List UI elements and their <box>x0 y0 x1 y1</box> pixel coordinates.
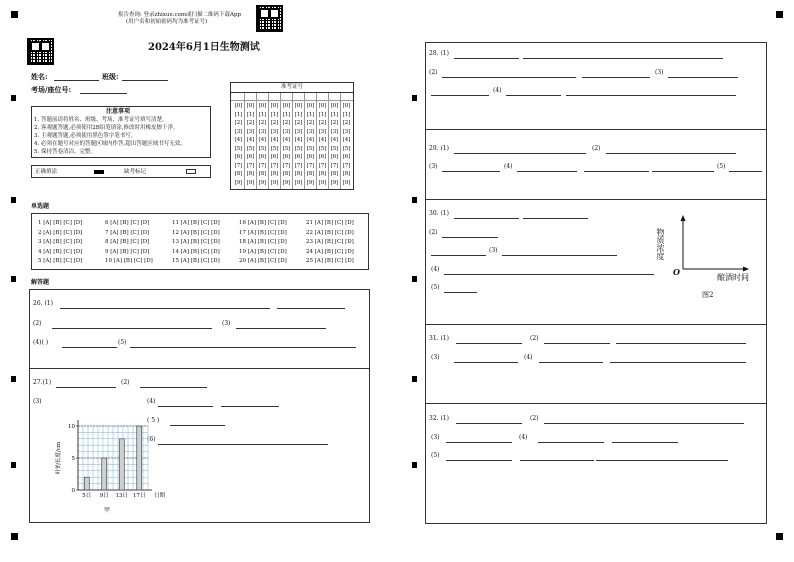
registration-mark <box>11 276 16 282</box>
chart-bar <box>84 477 89 490</box>
registration-mark <box>412 197 417 203</box>
exam-id-bubble[interactable]: [6] <box>282 154 291 160</box>
exam-id-bubble[interactable]: [7] <box>246 162 255 169</box>
q32-part5-answer[interactable] <box>446 460 512 461</box>
exam-id-bubble[interactable]: [9] <box>342 179 351 186</box>
q29-part1-label: 29. (1) <box>429 145 449 152</box>
essay-section-label: 解答题 <box>31 279 50 286</box>
q27-part5-label: ( 5 ) <box>147 417 160 424</box>
exam-id-digit-column <box>269 102 280 187</box>
q32-part5-answer-extra[interactable] <box>520 460 594 461</box>
exam-id-bubble[interactable]: [0] <box>246 103 255 109</box>
q26-part1-answer-extra[interactable] <box>277 308 345 309</box>
exam-id-bubble[interactable]: [3] <box>258 128 267 135</box>
registration-mark <box>412 376 417 382</box>
exam-id-bubble[interactable]: [4] <box>318 137 327 143</box>
mc-question-row[interactable]: 8 [A] [B] [C] [D] <box>105 239 150 245</box>
exam-id-bubble[interactable]: [0] <box>282 103 291 109</box>
exam-id-bubble[interactable]: [7] <box>318 162 327 169</box>
exam-id-bubble[interactable]: [8] <box>330 171 339 177</box>
exam-id-bubble[interactable]: [9] <box>258 179 267 186</box>
exam-id-bubble[interactable]: [1] <box>246 111 255 118</box>
exam-id-bubble[interactable]: [8] <box>342 171 351 177</box>
q30-figure-caption: 图2 <box>702 291 714 299</box>
exam-id-bubble[interactable]: [6] <box>306 154 315 160</box>
exam-id-bubble[interactable]: [7] <box>282 162 291 169</box>
exam-id-column-divider <box>292 93 293 189</box>
exam-id-bubble[interactable]: [9] <box>294 179 303 186</box>
exam-id-bubble[interactable]: [3] <box>294 128 303 135</box>
q27-bar-chart <box>48 408 166 518</box>
exam-id-bubble[interactable]: [0] <box>234 103 243 109</box>
exam-id-bubble[interactable]: [1] <box>294 111 303 118</box>
q29-part5-label: (5) <box>717 163 726 170</box>
exam-id-column-divider <box>304 93 305 189</box>
registration-mark <box>11 533 18 540</box>
q28-part3-label: (3) <box>655 69 664 76</box>
q30-part2-answer[interactable] <box>442 237 498 238</box>
q26-part3-answer[interactable] <box>236 328 326 329</box>
q31-part4-label: (4) <box>524 354 533 361</box>
exam-id-bubble[interactable]: [4] <box>306 137 315 143</box>
chart-x-tick-label: 9日 <box>99 493 109 499</box>
mc-question-row[interactable]: 15 [A] [B] [C] [D] <box>172 258 220 264</box>
q32-part2-label: (2) <box>530 415 539 422</box>
q31-divider <box>426 403 766 404</box>
exam-id-bubble[interactable]: [4] <box>234 137 243 143</box>
name-label: 姓名: <box>31 72 48 81</box>
q26-part1-answer[interactable] <box>60 308 270 309</box>
exam-id-bubble[interactable]: [4] <box>270 137 279 143</box>
q27-part2-answer[interactable] <box>140 387 207 388</box>
exam-id-column-divider <box>340 93 341 189</box>
exam-id-bubble[interactable]: [2] <box>282 120 291 126</box>
exam-id-bubble[interactable]: [6] <box>330 154 339 160</box>
q26-part5-answer[interactable] <box>130 347 356 348</box>
registration-mark <box>11 462 16 468</box>
q30-axes-graph <box>673 215 753 275</box>
q27-part6-answer[interactable] <box>158 444 328 445</box>
mc-question-row[interactable]: 13 [A] [B] [C] [D] <box>172 239 220 245</box>
exam-id-digit-column <box>293 102 304 187</box>
mc-section-label: 单选题 <box>31 203 50 210</box>
exam-id-bubble[interactable]: [1] <box>342 111 351 118</box>
q30-part2-answer-cont[interactable] <box>431 255 486 256</box>
exam-id-digit-column <box>305 102 316 187</box>
exam-id-bubble[interactable]: [2] <box>258 120 267 126</box>
exam-id-bubble[interactable]: [0] <box>270 103 279 109</box>
registration-mark <box>11 376 16 382</box>
exam-id-bubble[interactable]: [3] <box>318 128 327 135</box>
exam-id-digit-column <box>257 102 268 187</box>
exam-id-bubble[interactable]: [7] <box>270 162 279 169</box>
registration-mark <box>412 462 417 468</box>
exam-id-bubble[interactable]: [4] <box>246 137 255 143</box>
exam-id-bubble[interactable]: [2] <box>306 120 315 126</box>
exam-id-bubble[interactable]: [0] <box>258 103 267 109</box>
mc-question-row[interactable]: 16 [A] [B] [C] [D] <box>239 220 287 226</box>
mc-question-row[interactable]: 17 [A] [B] [C] [D] <box>239 229 287 236</box>
chart-bar <box>119 439 124 490</box>
exam-id-digit-column <box>245 102 256 187</box>
exam-id-digit-column <box>317 102 328 187</box>
exam-id-bubble[interactable]: [4] <box>258 137 267 143</box>
q31-part4-answer[interactable] <box>539 362 603 363</box>
exam-id-bubble[interactable]: [9] <box>246 179 255 186</box>
q29-part3-label: (3) <box>429 163 438 170</box>
exam-id-bubble[interactable]: [3] <box>306 128 315 135</box>
q26-part4-label: (4)( ) <box>33 339 49 346</box>
exam-id-bubble[interactable]: [1] <box>234 111 243 118</box>
q32-part5-label: (5) <box>431 452 440 459</box>
registration-mark <box>412 276 417 282</box>
q31-part1-answer[interactable] <box>456 343 522 344</box>
registration-mark <box>776 533 783 540</box>
q26-part3-label: (3) <box>222 320 231 327</box>
missing-exam-label: 缺考标记 <box>124 169 147 175</box>
q30-part4-label: (4) <box>431 266 440 273</box>
q29-part2-label: (2) <box>592 145 601 152</box>
chart-x-tick-label: 13日 <box>115 493 128 499</box>
exam-id-bubble[interactable]: [7] <box>306 162 315 169</box>
exam-id-column-divider <box>268 93 269 189</box>
exam-id-bubble[interactable]: [1] <box>330 111 339 118</box>
exam-id-bubble[interactable]: [8] <box>234 171 243 177</box>
exam-id-bubble[interactable]: [5] <box>294 145 303 152</box>
exam-id-digit-column <box>233 102 244 187</box>
mc-question-row[interactable]: 23 [A] [B] [C] [D] <box>306 239 354 245</box>
q30-part4-answer[interactable] <box>444 274 654 275</box>
exam-id-bubble[interactable]: [2] <box>318 120 327 126</box>
mc-question-row[interactable]: 11 [A] [B] [C] [D] <box>172 220 220 226</box>
exam-id-bubble[interactable]: [0] <box>330 103 339 109</box>
arrow-right-icon <box>743 267 749 272</box>
chart-bar <box>102 458 107 490</box>
class-field[interactable] <box>122 80 168 81</box>
q28-part2-answer-extra[interactable] <box>582 77 650 78</box>
student-qr-code <box>27 38 54 65</box>
exam-id-bubble[interactable]: [3] <box>234 128 243 135</box>
exam-id-digit-column <box>281 102 292 187</box>
arrow-up-icon <box>681 215 686 221</box>
q28-part2-answer[interactable] <box>442 77 576 78</box>
q28-part1-answer[interactable] <box>454 58 519 59</box>
exam-id-bubble[interactable]: [5] <box>246 145 255 152</box>
q31-part3-answer[interactable] <box>454 362 518 363</box>
room-seat-label: 考场/座位号: <box>31 85 72 94</box>
q30-part1-answer[interactable] <box>454 218 519 219</box>
q31-part3-label: (3) <box>431 354 440 361</box>
notice-item: 2. 客观题答题,必须使用2B铅笔填涂,修改时用橡皮擦干净。 <box>34 125 179 131</box>
exam-id-column-divider <box>244 93 245 189</box>
exam-id-bubble[interactable]: [1] <box>318 111 327 118</box>
exam-id-bubble[interactable]: [2] <box>234 120 243 126</box>
exam-id-bubble[interactable]: [3] <box>342 128 351 135</box>
q26-part2-label: (2) <box>33 320 42 327</box>
q30-part3-label: (3) <box>489 247 498 254</box>
q29-part4-answer[interactable] <box>517 171 577 172</box>
q32-part4-answer[interactable] <box>538 442 604 443</box>
exam-id-bubble[interactable]: [8] <box>258 171 267 177</box>
q31-part2-answer-extra[interactable] <box>616 343 746 344</box>
mc-question-row[interactable]: 7 [A] [B] [C] [D] <box>105 229 150 236</box>
notice-item: 1. 答题前请将姓名、班级、考场、准考证号填写清楚。 <box>34 117 168 123</box>
q29-part4-answer-extra[interactable] <box>584 171 649 172</box>
q29-part4-answer-extra2[interactable] <box>652 171 714 172</box>
q26-divider <box>30 368 369 369</box>
exam-id-bubble[interactable]: [2] <box>330 120 339 126</box>
chart-y-tick-label: 0 <box>71 488 75 494</box>
exam-id-bubble[interactable]: [7] <box>258 162 267 169</box>
exam-id-bubble[interactable]: [2] <box>246 120 255 126</box>
missing-exam-checkbox[interactable] <box>186 169 196 174</box>
exam-id-bubble[interactable]: [5] <box>258 145 267 152</box>
notice-item: 4. 必须在题号对应的答题区域内作答,超出答题区域书写无效。 <box>34 141 186 147</box>
q30-divider <box>426 324 766 325</box>
q30-y-axis-label: 物质浓度 <box>656 228 665 260</box>
q30-part5-answer[interactable] <box>444 292 477 293</box>
registration-mark <box>776 11 783 18</box>
mc-question-row[interactable]: 1 [A] [B] [C] [D] <box>38 220 83 226</box>
registration-mark <box>11 11 18 18</box>
q27-part6-label: (6) <box>147 436 156 443</box>
room-seat-field[interactable] <box>80 93 127 94</box>
exam-id-bubble[interactable]: [1] <box>258 111 267 118</box>
exam-id-bubble[interactable]: [5] <box>270 145 279 152</box>
exam-id-column-divider <box>280 93 281 189</box>
q31-part4-answer-extra[interactable] <box>610 362 746 363</box>
exam-id-bubble[interactable]: [3] <box>246 128 255 135</box>
name-field[interactable] <box>54 80 99 81</box>
exam-id-bubble[interactable]: [5] <box>342 145 351 152</box>
q27-part4-answer[interactable] <box>158 406 213 407</box>
exam-id-bubble[interactable]: [7] <box>342 162 351 169</box>
answer-box-right <box>425 42 767 524</box>
page-title: 2024年6月1日生物测试 <box>148 42 260 53</box>
exam-id-bubble[interactable]: [3] <box>330 128 339 135</box>
exam-id-bubble[interactable]: [8] <box>318 171 327 177</box>
exam-id-column-divider <box>316 93 317 189</box>
correct-fill-label: 正确填涂 <box>35 169 58 175</box>
chart-y-tick-label: 10 <box>68 424 75 430</box>
registration-mark <box>11 95 16 101</box>
q32-part4-answer-extra[interactable] <box>612 442 678 443</box>
q29-part2-answer[interactable] <box>606 153 736 154</box>
mc-question-row[interactable]: 6 [A] [B] [C] [D] <box>105 220 150 226</box>
mc-question-row[interactable]: 5 [A] [B] [C] [D] <box>38 258 83 264</box>
q29-divider <box>426 199 766 200</box>
exam-id-bubble[interactable]: [5] <box>282 145 291 152</box>
q30-origin-label: O <box>673 267 680 277</box>
q30-part3-answer[interactable] <box>502 255 617 256</box>
exam-id-box <box>230 82 354 190</box>
mc-question-row[interactable]: 10 [A] [B] [C] [D] <box>105 258 153 264</box>
mc-question-row[interactable]: 21 [A] [B] [C] [D] <box>306 220 354 226</box>
q29-part3-answer[interactable] <box>442 171 500 172</box>
q30-part2-label: (2) <box>429 229 438 236</box>
mc-question-row[interactable]: 14 [A] [B] [C] [D] <box>172 248 220 255</box>
mc-question-row[interactable]: 20 [A] [B] [C] [D] <box>239 258 287 264</box>
exam-id-bubble[interactable]: [4] <box>282 137 291 143</box>
download-qr-code <box>256 5 283 32</box>
exam-id-bubble[interactable]: [1] <box>270 111 279 118</box>
q27-part5-answer[interactable] <box>170 425 225 426</box>
q32-part4-label: (4) <box>519 434 528 441</box>
exam-id-bubble[interactable]: [9] <box>306 179 315 186</box>
chart-y-tick-label: 5 <box>71 456 75 462</box>
report-query-note: (用户名和初始密码均为准考证号) <box>126 19 208 25</box>
exam-id-bubble[interactable]: [9] <box>270 179 279 186</box>
fill-example-box <box>31 165 211 178</box>
q32-part1-label: 32. (1) <box>429 415 449 422</box>
exam-id-bubble[interactable]: [6] <box>318 154 327 160</box>
q27-part3-label: (3) <box>33 398 42 405</box>
exam-id-bubble[interactable]: [6] <box>294 154 303 160</box>
q29-part5-answer[interactable] <box>729 171 762 172</box>
mc-question-row[interactable]: 25 [A] [B] [C] [D] <box>306 258 354 264</box>
exam-id-bubble[interactable]: [7] <box>234 162 243 169</box>
q28-part4-answer[interactable] <box>506 95 561 96</box>
chart-bar <box>137 426 142 490</box>
q28-part2-label: (2) <box>429 69 438 76</box>
exam-id-bubble[interactable]: [6] <box>246 154 255 160</box>
exam-id-bubble[interactable]: [8] <box>246 171 255 177</box>
q30-part1-answer-extra[interactable] <box>523 218 588 219</box>
q32-part1-answer[interactable] <box>456 423 522 424</box>
exam-id-label: 准考证号 <box>280 84 303 90</box>
mc-question-row[interactable]: 4 [A] [B] [C] [D] <box>38 248 83 255</box>
q28-part1-answer-extra[interactable] <box>523 58 723 59</box>
exam-id-bubble[interactable]: [1] <box>282 111 291 118</box>
exam-id-bubble[interactable]: [0] <box>294 103 303 109</box>
report-query-line: 报告查询: 登录zhixue.com或扫描二维码下载App <box>118 12 242 18</box>
mc-answer-box <box>31 213 369 270</box>
q31-part2-label: (2) <box>530 335 539 342</box>
mc-question-row[interactable]: 18 [A] [B] [C] [D] <box>239 239 287 245</box>
chart-x-tick-label: 17日 <box>133 493 146 499</box>
answer-box-left <box>29 289 370 523</box>
q26-part1-label: 26. (1) <box>33 300 53 307</box>
exam-id-bubble[interactable]: [5] <box>306 145 315 152</box>
exam-id-bubble[interactable]: [7] <box>330 162 339 169</box>
exam-id-bubble[interactable]: [9] <box>234 179 243 186</box>
exam-id-bubble[interactable]: [0] <box>306 103 315 109</box>
correct-fill-sample <box>94 170 104 174</box>
exam-id-digit-column <box>329 102 340 187</box>
q29-part1-answer[interactable] <box>454 153 586 154</box>
exam-id-bubble[interactable]: [0] <box>318 103 327 109</box>
q27-part1-label: 27.(1) <box>33 379 52 386</box>
exam-id-bubble[interactable]: [5] <box>234 145 243 152</box>
notice-item: 5. 保持答卷清洁、完整。 <box>34 149 96 155</box>
exam-id-bubble[interactable]: [8] <box>270 171 279 177</box>
q26-part2-answer[interactable] <box>52 328 212 329</box>
exam-id-bubble[interactable]: [3] <box>282 128 291 135</box>
q28-part4-label: (4) <box>493 87 502 94</box>
mc-question-row[interactable]: 19 [A] [B] [C] [D] <box>239 248 287 255</box>
q26-part4-answer[interactable] <box>62 347 117 348</box>
exam-id-bubble[interactable]: [6] <box>258 154 267 160</box>
exam-id-bubble[interactable]: [8] <box>294 171 303 177</box>
q29-part4-label: (4) <box>504 163 513 170</box>
exam-id-bubble[interactable]: [5] <box>318 145 327 152</box>
exam-id-bubble[interactable]: [8] <box>306 171 315 177</box>
exam-id-bubble[interactable]: [0] <box>342 103 351 109</box>
chart-y-axis-label: 叶的长度/cm <box>56 441 62 475</box>
exam-id-bubble[interactable]: [1] <box>306 111 315 118</box>
registration-mark <box>412 95 417 101</box>
notice-item: 3. 主观题答题,必须使用黑色签字笔书写。 <box>34 133 137 139</box>
q32-part3-answer[interactable] <box>446 442 512 443</box>
exam-id-bubble[interactable]: [3] <box>270 128 279 135</box>
q30-part1-label: 30. (1) <box>429 210 449 217</box>
mc-question-row[interactable]: 3 [A] [B] [C] [D] <box>38 239 83 245</box>
exam-id-digit-column <box>341 102 352 187</box>
mc-question-row[interactable]: 24 [A] [B] [C] [D] <box>306 248 354 255</box>
exam-id-bubble[interactable]: [9] <box>282 179 291 186</box>
q32-part2-answer[interactable] <box>544 423 744 424</box>
exam-id-bubble[interactable]: [7] <box>294 162 303 169</box>
exam-id-bubble[interactable]: [4] <box>294 137 303 143</box>
exam-id-bubble[interactable]: [6] <box>270 154 279 160</box>
q27-part4-label: (4) <box>147 398 156 405</box>
exam-id-bubble[interactable]: [9] <box>330 179 339 186</box>
q28-part3-answer-cont[interactable] <box>431 95 489 96</box>
q30-part5-label: (5) <box>431 284 440 291</box>
q28-part1-label: 28. (1) <box>429 50 449 57</box>
exam-id-column-divider <box>256 93 257 189</box>
chart-x-axis-label: 日期 <box>154 493 166 499</box>
q28-part3-answer[interactable] <box>668 77 738 78</box>
q26-part5-label: (5) <box>118 339 127 346</box>
exam-id-bubble[interactable]: [2] <box>270 120 279 126</box>
exam-id-column-divider <box>328 93 329 189</box>
q31-part2-answer[interactable] <box>544 343 610 344</box>
exam-id-bubble[interactable]: [8] <box>282 171 291 177</box>
exam-id-write-row[interactable] <box>231 93 353 101</box>
mc-question-row[interactable]: 2 [A] [B] [C] [D] <box>38 229 83 236</box>
q30-x-axis-label: 酿酒时间 <box>717 273 749 282</box>
mc-question-row[interactable]: 9 [A] [B] [C] [D] <box>105 248 150 255</box>
q28-part4-answer-extra[interactable] <box>566 95 736 96</box>
chart-x-tick-label: 5日 <box>82 493 92 499</box>
exam-id-bubble[interactable]: [9] <box>318 179 327 186</box>
mc-question-row[interactable]: 22 [A] [B] [C] [D] <box>306 229 354 236</box>
q27-part2-label: (2) <box>121 379 130 386</box>
q27-part1-answer[interactable] <box>56 387 116 388</box>
q27-part4-answer-extra[interactable] <box>221 406 279 407</box>
chart-caption: 甲 <box>103 507 111 514</box>
exam-id-bubble[interactable]: [2] <box>294 120 303 126</box>
notice-box <box>31 106 211 158</box>
registration-mark <box>11 197 16 203</box>
exam-id-bubble[interactable]: [4] <box>330 137 339 143</box>
exam-id-bubble[interactable]: [6] <box>342 154 351 160</box>
q31-part1-label: 31. (1) <box>429 335 449 342</box>
q32-part5-answer-extra2[interactable] <box>596 460 728 461</box>
q32-part3-label: (3) <box>431 434 440 441</box>
exam-id-bubble[interactable]: [6] <box>234 154 243 160</box>
class-label: 班级: <box>102 72 119 81</box>
mc-question-row[interactable]: 12 [A] [B] [C] [D] <box>172 229 220 236</box>
exam-id-bubble[interactable]: [4] <box>342 137 351 143</box>
exam-id-bubble[interactable]: [2] <box>342 120 351 126</box>
notice-title: 注意事项 <box>106 108 131 115</box>
q28-divider <box>426 129 766 130</box>
exam-id-bubble[interactable]: [5] <box>330 145 339 152</box>
